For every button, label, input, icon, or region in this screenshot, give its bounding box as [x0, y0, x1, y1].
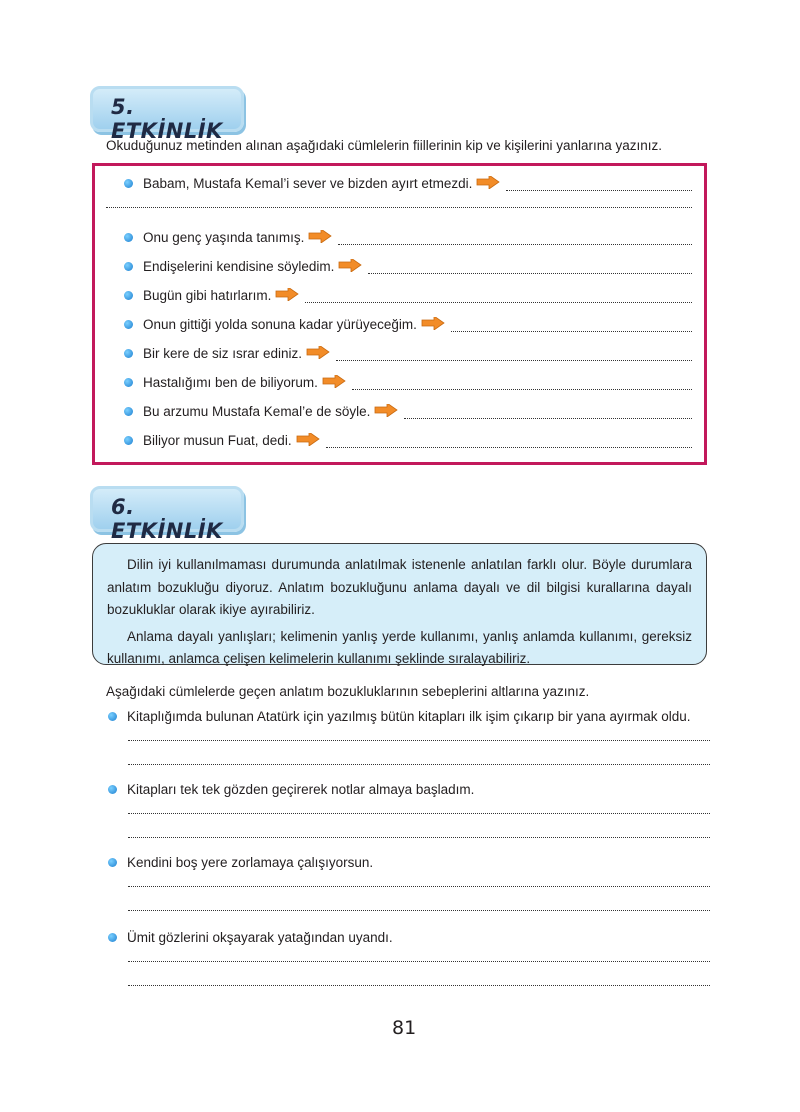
page-number: 81 — [392, 1017, 417, 1039]
activity-5-item — [124, 433, 324, 450]
arrow-right-icon — [338, 259, 362, 275]
arrow-right-icon — [275, 288, 299, 304]
answer-line[interactable] — [506, 189, 692, 191]
activity-6-instruction: Aşağıdaki cümlelerde geçen anlatım bozukluklarının sebeplerini altlarına yazınız. — [106, 684, 590, 699]
activity-5-item — [124, 230, 336, 247]
answer-line[interactable] — [128, 739, 710, 741]
activity-6-sentence: Kitaplığımda bulunan Atatürk için yazılmış bütün kitapları ilk işim çıkarıp bir yana ayırmak oldu. — [127, 709, 691, 724]
answer-line[interactable] — [368, 272, 692, 274]
bullet-icon — [124, 262, 133, 271]
activity-6-sentence: Kitapları tek tek gözden geçirerek notlar almaya başladım. — [127, 782, 475, 797]
answer-line[interactable] — [326, 446, 692, 448]
activity-6-item — [108, 709, 691, 724]
activity-5-sentence: Bu arzumu Mustafa Kemal’e de söyle. — [143, 404, 371, 420]
bullet-icon — [124, 179, 133, 188]
answer-line[interactable] — [128, 763, 710, 765]
info-box — [92, 543, 707, 665]
activity-5-sentence: Babam, Mustafa Kemal’i sever ve bizden ayırt etmezdi. — [143, 176, 473, 192]
bullet-icon — [124, 291, 133, 300]
answer-line[interactable] — [128, 812, 710, 814]
answer-line[interactable] — [128, 836, 710, 838]
answer-line[interactable] — [305, 301, 692, 303]
bullet-icon — [124, 320, 133, 329]
arrow-right-icon — [308, 230, 332, 246]
bullet-icon — [108, 858, 117, 867]
activity-6-sentence: Ümit gözlerini okşayarak yatağından uyandı. — [127, 930, 393, 945]
answer-line[interactable] — [404, 417, 692, 419]
answer-line[interactable] — [352, 388, 692, 390]
activity-5-title: 5. ETKİNLİK — [111, 95, 223, 143]
activity-5-sentence: Biliyor musun Fuat, dedi. — [143, 433, 292, 449]
activity-5-banner — [90, 86, 244, 143]
arrow-right-icon — [421, 317, 445, 333]
activity-5-item — [124, 375, 350, 392]
activity-5-item — [124, 176, 504, 193]
bullet-icon — [124, 436, 133, 445]
activity-5-item — [124, 288, 303, 305]
answer-line[interactable] — [106, 206, 692, 208]
arrow-right-icon — [476, 176, 500, 192]
activity-6-sentence: Kendini boş yere zorlamaya çalışıyorsun. — [127, 855, 374, 870]
activity-5-item — [124, 317, 449, 334]
answer-line[interactable] — [128, 960, 710, 962]
answer-line[interactable] — [128, 984, 710, 986]
activity-6-item — [108, 855, 373, 870]
activity-6-title: 6. ETKİNLİK — [111, 495, 223, 543]
arrow-right-icon — [306, 346, 330, 362]
activity-5-sentence: Onun gittiği yolda sonuna kadar yürüyeceğim. — [143, 317, 417, 333]
activity-5-sentence: Hastalığımı ben de biliyorum. — [143, 375, 318, 391]
activity-5-item — [124, 346, 334, 363]
arrow-right-icon — [374, 404, 398, 420]
bullet-icon — [124, 233, 133, 242]
answer-line[interactable] — [128, 909, 710, 911]
info-paragraph-1: Dilin iyi kullanılmaması durumunda anlatılmak istenenle anlatılan farklı olur. Böyle durumlara anlatım bozukluğu diyoruz. Anlatım bozukluğunu anlama dayalı ve dil bilgisi kurallarına dayalı bozukluklar olarak ikiye ayırabiliriz. — [107, 557, 692, 617]
answer-line[interactable] — [338, 243, 692, 245]
info-paragraph-2: Anlama dayalı yanlışları; kelimenin yanlış yerde kullanımı, yanlış anlamda kullanımı, gereksiz kullanımı, anlamca çelişen kelimelerin kullanımı şeklinde sıralayabiliriz. — [107, 628, 692, 666]
bullet-icon — [124, 349, 133, 358]
activity-5-sentence: Onu genç yaşında tanımış. — [143, 230, 305, 246]
activity-5-item — [124, 259, 366, 276]
arrow-right-icon — [296, 433, 320, 449]
activity-6-item — [108, 782, 474, 797]
bullet-icon — [124, 407, 133, 416]
answer-line[interactable] — [128, 885, 710, 887]
bullet-icon — [108, 785, 117, 794]
activity-5-sentence: Bugün gibi hatırlarım. — [143, 288, 272, 304]
bullet-icon — [108, 933, 117, 942]
activity-5-sentence: Bir kere de siz ısrar ediniz. — [143, 346, 303, 362]
activity-6-item — [108, 930, 393, 945]
activity-6-banner — [90, 486, 244, 543]
bullet-icon — [108, 712, 117, 721]
activity-5-sentence: Endişelerini kendisine söyledim. — [143, 259, 335, 275]
arrow-right-icon — [322, 375, 346, 391]
answer-line[interactable] — [451, 330, 692, 332]
bullet-icon — [124, 378, 133, 387]
answer-line[interactable] — [336, 359, 692, 361]
activity-5-item — [124, 404, 402, 421]
activity-5-instruction: Okuduğunuz metinden alınan aşağıdaki cümlelerin fiillerinin kip ve kişilerini yanlarına yazınız. — [106, 138, 663, 153]
